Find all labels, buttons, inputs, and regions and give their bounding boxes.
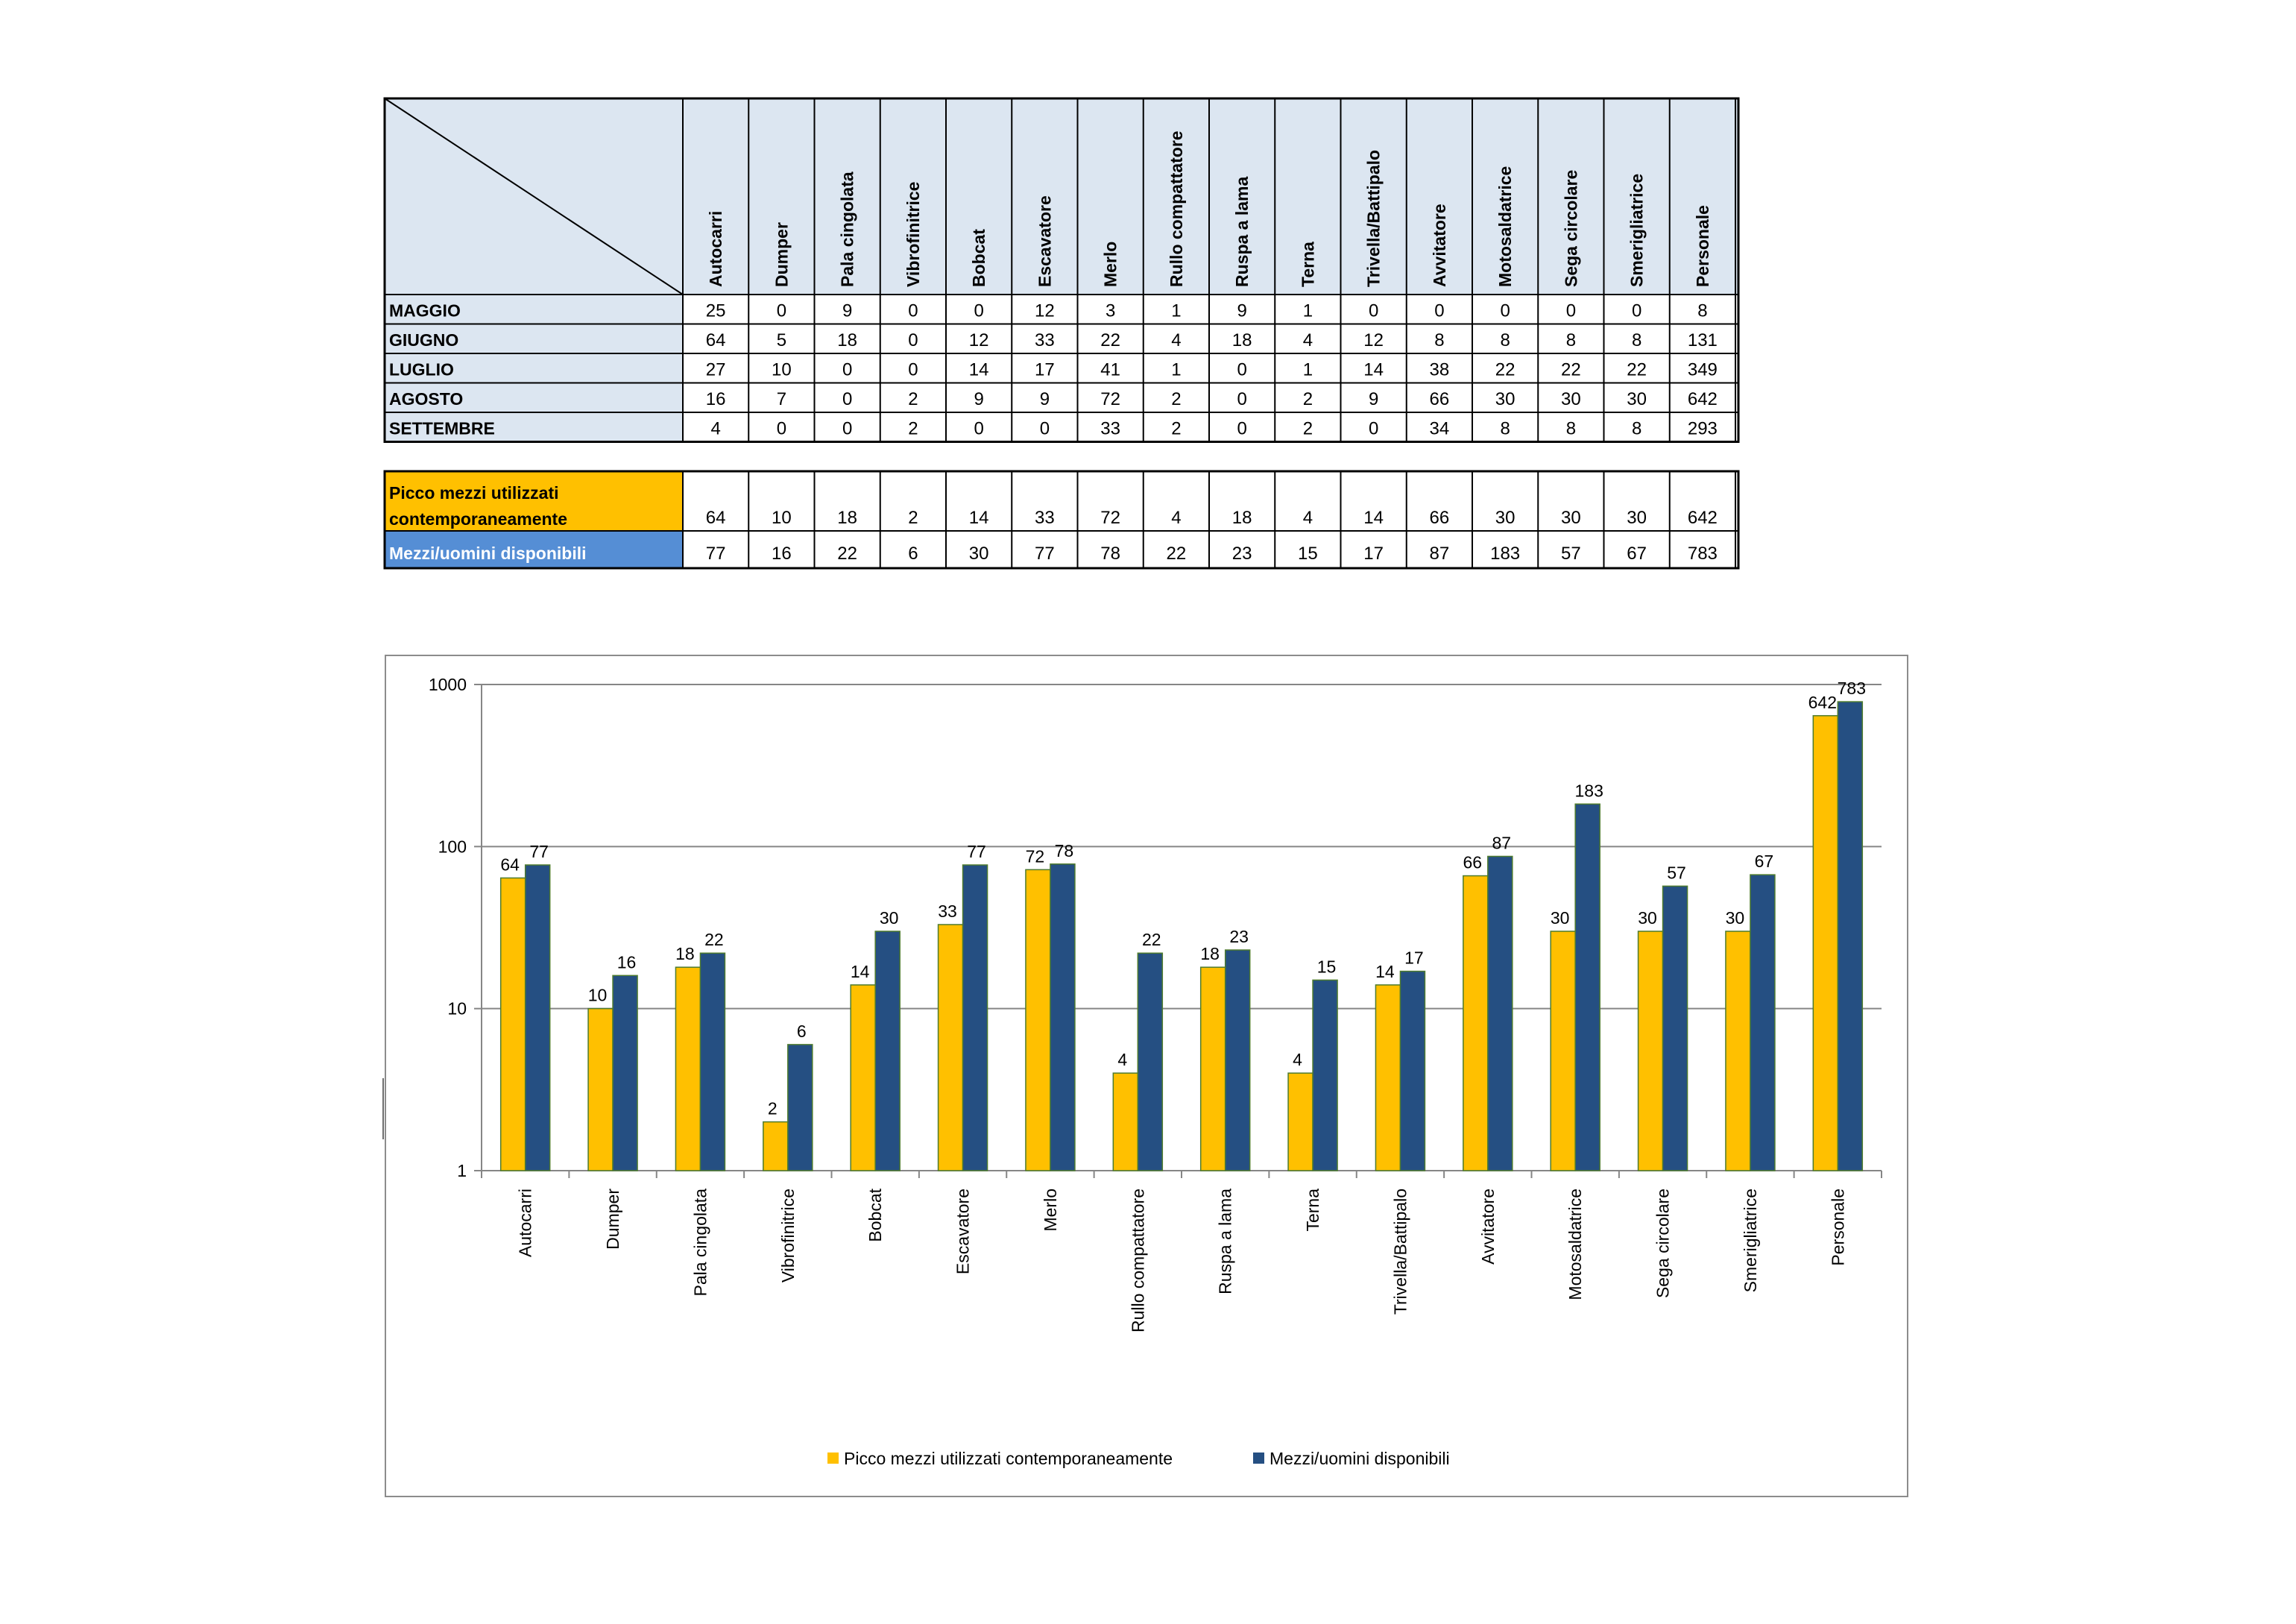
table-cell: 9	[974, 389, 984, 409]
row-label: LUGLIO	[389, 359, 454, 380]
table-header-bg	[385, 98, 1738, 295]
data-label-available: 17	[1404, 948, 1424, 968]
table-cell: 9	[1368, 389, 1379, 409]
column-header: Vibrofinitrice	[903, 181, 923, 287]
bar-available	[875, 931, 900, 1171]
legend-swatch-available	[1253, 1453, 1264, 1464]
table-cell: 4	[1171, 330, 1182, 350]
bar-peak	[1463, 876, 1488, 1171]
x-tick-label: Motosaldatrice	[1565, 1189, 1586, 1300]
column-header: Escavatore	[1035, 195, 1055, 287]
peak-cell: 642	[1687, 508, 1718, 528]
table-cell: 0	[908, 359, 918, 380]
frame-edge-mark	[382, 1078, 384, 1139]
bar-peak	[1201, 967, 1226, 1171]
table-cell: 8	[1565, 418, 1577, 439]
data-label-peak: 642	[1808, 692, 1837, 712]
table-cell: 2	[1171, 389, 1182, 409]
column-header: Ruspa a lama	[1232, 176, 1252, 287]
table-cell: 8	[1631, 330, 1642, 350]
data-label-available: 15	[1316, 957, 1337, 977]
table-cell: 41	[1100, 359, 1120, 380]
table-cell: 14	[1363, 359, 1384, 380]
bar-peak	[1726, 931, 1750, 1171]
x-tick-label: Rullo compattatore	[1128, 1189, 1148, 1333]
table-cell: 0	[1368, 300, 1379, 321]
bar-peak	[1113, 1073, 1138, 1171]
table-cell: 0	[1237, 359, 1247, 380]
available-cell: 16	[772, 544, 792, 564]
table-cell: 0	[1039, 418, 1050, 439]
bar-available	[700, 953, 725, 1171]
table-cell: 12	[968, 330, 989, 350]
data-label-available: 30	[879, 907, 899, 928]
table-cell: 0	[842, 359, 853, 380]
table-cell: 22	[1495, 359, 1516, 380]
available-cell: 17	[1363, 544, 1384, 564]
bar-available	[1488, 856, 1513, 1171]
data-label-peak: 33	[938, 901, 957, 921]
table-cell: 30	[1627, 389, 1647, 409]
bar-available	[1050, 864, 1075, 1171]
bar-peak	[501, 878, 526, 1171]
available-cell: 183	[1490, 544, 1521, 564]
bar-available	[1838, 702, 1862, 1171]
peak-label-line1: Picco mezzi utilizzati	[389, 483, 559, 503]
table-cell: 3	[1105, 300, 1116, 321]
table-cell: 18	[1231, 330, 1252, 350]
bar-chart	[386, 656, 1907, 1496]
bar-available	[1575, 804, 1600, 1171]
legend-label-peak: Picco mezzi utilizzati contemporaneamente	[844, 1449, 1173, 1468]
bar-available	[1226, 950, 1250, 1171]
peak-cell: 10	[772, 508, 792, 528]
peak-cell: 4	[1171, 508, 1182, 528]
table-cell: 0	[1237, 418, 1247, 439]
table-cell: 2	[908, 418, 918, 439]
chart-frame	[385, 655, 1908, 1497]
available-cell: 15	[1298, 544, 1318, 564]
data-label-available: 78	[1054, 840, 1074, 860]
data-label-peak: 4	[1117, 1050, 1128, 1070]
x-tick-label: Bobcat	[865, 1189, 886, 1242]
row-label: MAGGIO	[389, 300, 461, 321]
peak-cell: 30	[1561, 508, 1581, 528]
table-cell: 7	[776, 389, 787, 409]
row-label: GIUGNO	[389, 330, 459, 350]
bar-peak	[675, 967, 700, 1171]
bar-available	[1663, 886, 1688, 1171]
bar-available	[1313, 980, 1337, 1171]
table-cell: 8	[1434, 330, 1445, 350]
data-label-peak: 30	[1638, 907, 1657, 928]
data-label-peak: 30	[1725, 907, 1745, 928]
data-label-peak: 18	[1200, 944, 1220, 964]
table-cell: 0	[776, 418, 787, 439]
table-cell: 12	[1363, 330, 1384, 350]
data-label-peak: 14	[1375, 961, 1395, 981]
data-label-available: 22	[704, 930, 724, 950]
x-tick-label: Dumper	[603, 1189, 623, 1250]
table-cell: 0	[1565, 300, 1577, 321]
table-cell: 1	[1302, 359, 1313, 380]
column-header: Avvitatore	[1429, 204, 1449, 287]
x-tick-label: Trivella/Battipalo	[1390, 1189, 1410, 1315]
table-cell: 0	[908, 300, 918, 321]
bar-available	[1400, 972, 1425, 1171]
x-tick-label: Personale	[1828, 1189, 1848, 1266]
peak-cell: 14	[1363, 508, 1384, 528]
x-tick-label: Avvitatore	[1477, 1189, 1498, 1265]
column-header: Autocarri	[706, 210, 726, 287]
table-cell: 22	[1561, 359, 1581, 380]
data-label-peak: 66	[1463, 852, 1483, 872]
table-cell: 66	[1429, 389, 1450, 409]
table-cell: 2	[908, 389, 918, 409]
table-cell: 18	[837, 330, 857, 350]
data-label-peak: 10	[587, 985, 608, 1005]
bar-peak	[763, 1122, 788, 1171]
data-label-available: 6	[796, 1021, 807, 1041]
data-label-available: 77	[967, 842, 986, 862]
table-cell: 27	[705, 359, 726, 380]
available-cell: 77	[705, 544, 726, 564]
table-cell: 293	[1687, 418, 1718, 439]
available-label: Mezzi/uomini disponibili	[389, 544, 587, 563]
table-cell: 0	[974, 418, 984, 439]
available-cell: 77	[1035, 544, 1055, 564]
table-cell: 17	[1035, 359, 1055, 380]
data-label-available: 22	[1142, 930, 1161, 950]
y-tick-label: 100	[438, 837, 467, 857]
available-cell: 783	[1687, 544, 1718, 564]
legend-swatch-peak	[827, 1453, 839, 1464]
bar-peak	[588, 1009, 613, 1171]
table-cell: 0	[1237, 389, 1247, 409]
available-cell: 78	[1100, 544, 1120, 564]
available-cell: 6	[908, 544, 918, 564]
available-cell: 67	[1627, 544, 1647, 564]
column-header: Rullo compattatore	[1166, 130, 1186, 287]
table-cell: 0	[1368, 418, 1379, 439]
peak-cell: 18	[837, 508, 857, 528]
legend-label-available: Mezzi/uomini disponibili	[1270, 1449, 1450, 1468]
table-cell: 33	[1035, 330, 1055, 350]
table-cell: 8	[1631, 418, 1642, 439]
data-label-peak: 2	[767, 1098, 778, 1118]
table-cell: 1	[1171, 300, 1182, 321]
bar-peak	[851, 985, 875, 1171]
table-cell: 25	[705, 300, 726, 321]
bar-peak	[1813, 716, 1838, 1171]
peak-cell: 66	[1429, 508, 1450, 528]
x-tick-label: Merlo	[1040, 1189, 1060, 1232]
table-cell: 0	[1434, 300, 1445, 321]
peak-cell: 64	[705, 508, 726, 528]
data-label-peak: 18	[675, 944, 695, 964]
x-tick-label: Pala cingolata	[690, 1189, 710, 1297]
table-cell: 4	[710, 418, 721, 439]
data-label-available: 87	[1492, 833, 1512, 853]
table-cell: 38	[1429, 359, 1450, 380]
column-header: Smerigliatrice	[1627, 173, 1647, 287]
peak-cell: 2	[908, 508, 918, 528]
column-header: Sega circolare	[1561, 169, 1581, 287]
table-cell: 5	[776, 330, 787, 350]
y-tick-label: 1000	[428, 675, 467, 694]
data-label-peak: 4	[1293, 1050, 1302, 1070]
table-cell: 9	[842, 300, 853, 321]
x-tick-label: Autocarri	[515, 1189, 535, 1258]
table-cell: 30	[1561, 389, 1581, 409]
column-header: Trivella/Battipalo	[1363, 149, 1384, 287]
row-label: AGOSTO	[389, 389, 464, 409]
table-cell: 33	[1100, 418, 1120, 439]
x-tick-label: Vibrofinitrice	[778, 1189, 798, 1283]
bar-available	[788, 1045, 813, 1171]
row-label: SETTEMBRE	[389, 418, 495, 438]
available-cell: 30	[968, 544, 989, 564]
available-cell: 87	[1429, 544, 1450, 564]
table-cell: 131	[1687, 330, 1718, 350]
table-cell: 22	[1100, 330, 1120, 350]
column-header: Terna	[1298, 242, 1318, 287]
table-cell: 0	[776, 300, 787, 321]
peak-cell: 30	[1627, 508, 1647, 528]
x-tick-label: Terna	[1303, 1189, 1323, 1232]
table-cell: 4	[1302, 330, 1313, 350]
table-cell: 0	[842, 418, 853, 439]
column-header: Merlo	[1100, 241, 1120, 287]
table-cell: 2	[1302, 389, 1313, 409]
data-label-available: 67	[1754, 852, 1774, 872]
bar-peak	[1375, 985, 1400, 1171]
table-cell: 0	[974, 300, 984, 321]
x-tick-label: Escavatore	[953, 1189, 973, 1275]
available-cell: 23	[1231, 544, 1252, 564]
available-cell: 22	[837, 544, 857, 564]
data-label-available: 77	[529, 842, 549, 862]
table-cell: 1	[1171, 359, 1182, 380]
table-cell: 1	[1302, 300, 1313, 321]
bar-available	[526, 865, 550, 1171]
peak-cell: 4	[1302, 508, 1313, 528]
table-cell: 34	[1429, 418, 1450, 439]
table-cell: 8	[1565, 330, 1577, 350]
data-label-peak: 72	[1025, 846, 1045, 866]
data-label-peak: 64	[500, 855, 520, 875]
table-cell: 72	[1100, 389, 1120, 409]
peak-cell: 18	[1231, 508, 1252, 528]
peak-cell: 14	[968, 508, 989, 528]
table-cell: 2	[1302, 418, 1313, 439]
column-header: Personale	[1692, 205, 1712, 287]
column-header: Pala cingolata	[837, 171, 857, 287]
table-cell: 30	[1495, 389, 1516, 409]
column-header: Motosaldatrice	[1495, 166, 1516, 287]
available-cell: 22	[1166, 544, 1187, 564]
x-tick-label: Sega circolare	[1653, 1189, 1673, 1299]
data-label-available: 57	[1667, 863, 1686, 883]
bar-available	[1750, 875, 1775, 1171]
table-cell: 14	[968, 359, 989, 380]
table-cell: 8	[1500, 418, 1510, 439]
table-cell: 16	[705, 389, 726, 409]
tables-area	[0, 0, 2296, 597]
column-header: Dumper	[772, 222, 792, 287]
data-label-peak: 14	[850, 961, 870, 981]
bar-peak	[1639, 931, 1663, 1171]
table-cell: 9	[1237, 300, 1247, 321]
bar-peak	[1551, 931, 1575, 1171]
x-tick-label: Ruspa a lama	[1215, 1189, 1235, 1294]
table-cell: 12	[1035, 300, 1055, 321]
peak-cell: 72	[1100, 508, 1120, 528]
table-cell: 64	[705, 330, 726, 350]
peak-cell: 33	[1035, 508, 1055, 528]
available-cell: 57	[1561, 544, 1581, 564]
peak-cell: 30	[1495, 508, 1516, 528]
table-cell: 2	[1171, 418, 1182, 439]
table-cell: 349	[1687, 359, 1718, 380]
peak-label-line2: contemporaneamente	[389, 509, 568, 529]
bar-available	[1138, 953, 1162, 1171]
bar-peak	[1288, 1073, 1313, 1171]
data-label-available: 23	[1229, 927, 1249, 947]
table-cell: 8	[1697, 300, 1708, 321]
table-cell: 642	[1687, 389, 1718, 409]
bar-peak	[1026, 869, 1050, 1171]
bar-peak	[939, 925, 963, 1171]
table-cell: 10	[772, 359, 792, 380]
data-label-peak: 30	[1550, 907, 1570, 928]
table-cell: 0	[842, 389, 853, 409]
bar-available	[963, 865, 988, 1171]
table-cell: 0	[908, 330, 918, 350]
table-cell: 0	[1500, 300, 1510, 321]
data-label-available: 16	[616, 952, 637, 972]
x-tick-label: Smerigliatrice	[1740, 1189, 1760, 1293]
data-label-available: 183	[1574, 781, 1603, 801]
table-cell: 8	[1500, 330, 1510, 350]
y-tick-label: 1	[457, 1161, 467, 1180]
column-header: Bobcat	[969, 229, 989, 287]
y-tick-label: 10	[447, 998, 467, 1019]
table-cell: 0	[1631, 300, 1642, 321]
bar-available	[613, 975, 637, 1171]
table-cell: 9	[1039, 389, 1050, 409]
data-label-available: 783	[1837, 679, 1866, 699]
table-cell: 22	[1627, 359, 1647, 380]
